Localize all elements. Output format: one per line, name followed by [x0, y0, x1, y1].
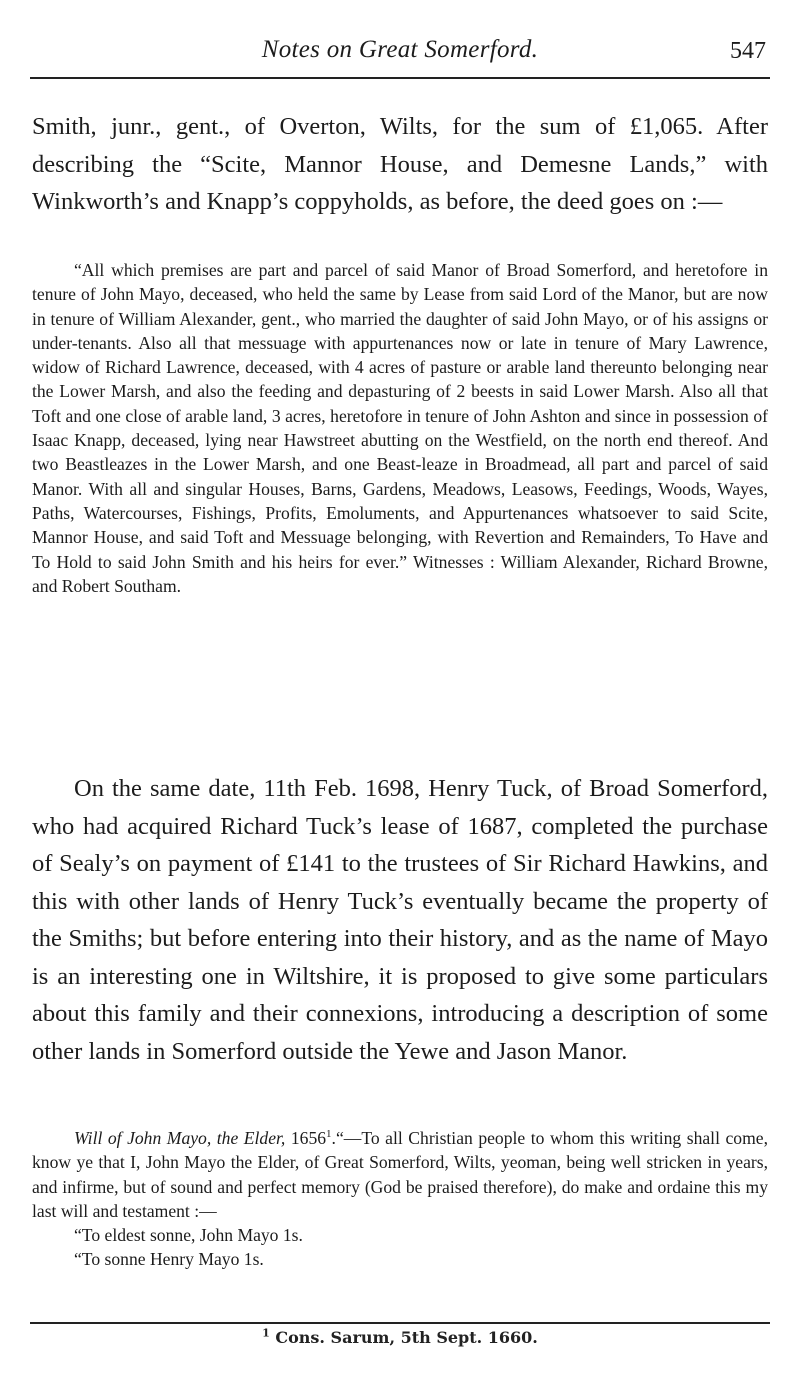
bequest-line: “To sonne Henry Mayo 1s. — [74, 1249, 264, 1270]
paragraph-deed-intro: Smith, junr., gent., of Overton, Wilts, for the sum of £1,065. After describing the “Scite, Mannor House, and Demesne Lands,” with Winkworth’s and Knapp’s coppyholds, as before, the deed goes on :— — [32, 113, 768, 215]
footnote-text: Cons. Sarum, 5th Sept. 1660. — [275, 1328, 538, 1347]
deed-quotation-block — [32, 258, 768, 598]
will-paragraph — [32, 1126, 768, 1223]
footnote-reference: 1 — [326, 1128, 332, 1141]
will-text: .“—To all Christian people to whom this writing shall come, know ye that I, John Mayo the Elder, of Great Somerford, Wilts, yeoman, being well stricken in years, and infirme, but of sound and perfect memory (God be praised therefore), do make and ordaine this my last will and testament :— — [32, 1128, 768, 1221]
will-year: 1656 — [290, 1128, 327, 1148]
will-heading: Will of John Mayo, the Elder, — [74, 1128, 286, 1148]
deed-quotation: “All which premises are part and parcel of said Manor of Broad Somerford, and heretofore in tenure of John Mayo, deceased, who held the same by Lease from said Lord of the Manor, but are now in tenure of William Alexander, gent., who married the daughter of said John Mayo, or of his assigns or under-tenants. Also all that messuage with appurtenances now or late in tenure of Mary Lawrence, widow of Richard Lawrence, deceased, with 4 acres of pasture or arable land thereunto belonging near the Lower Marsh, and also the feeding and depasturing of 2 beests in said Lower Marsh. Also all that Toft and one close of arable land, 3 acres, heretofore in tenure of John Ashton and since in possession of Isaac Knapp, deceased, lying near Hawstreet abutting on the Westfield, on the north end thereof. And two Beastleazes in the Lower Marsh, and one Beast-leaze in Broadmead, all part and parcel of said Manor. With all and singular Houses, Barns, Gardens, Meadows, Leasows, Feedings, Woods, Wayes, Paths, Watercourses, Fishings, Profits, Emoluments, and Appurtenances whatsoever to said Scite, Mannor House, and said Toft and Messuage belonging, with Revertion and Remainders, To Have and To Hold to said John Smith and his heirs for ever.” Witnesses : William Alexander, Richard Browne, and Robert Southam. — [32, 260, 768, 596]
footnote-mark: 1 — [262, 1326, 270, 1340]
header-rule — [30, 77, 770, 79]
footnote — [0, 1328, 800, 1347]
footnote-rule — [30, 1322, 770, 1324]
main-text — [32, 108, 768, 221]
will-block — [32, 1126, 768, 1272]
running-title: Notes on Great Somerford. — [261, 36, 539, 63]
bequest-line: “To eldest sonne, John Mayo 1s. — [74, 1225, 303, 1246]
page-number: 547 — [730, 38, 766, 64]
paragraph-henry-tuck: On the same date, 11th Feb. 1698, Henry Tuck, of Broad Somerford, who had acquired Richard Tuck’s lease of 1687, completed the purchase of Sealy’s on payment of £141 to the trustees of Sir Richard Hawkins, and this with other lands of Henry Tuck’s eventually became the property of the Smiths; but before entering into their history, and as the name of Mayo is an interesting one in Wiltshire, it is proposed to give some particulars about this family and their connexions, introducing a description of some other lands in Somerford outside the Yewe and Jason Manor. — [32, 775, 768, 1065]
running-head — [0, 30, 800, 70]
narrative-block — [32, 770, 768, 1070]
